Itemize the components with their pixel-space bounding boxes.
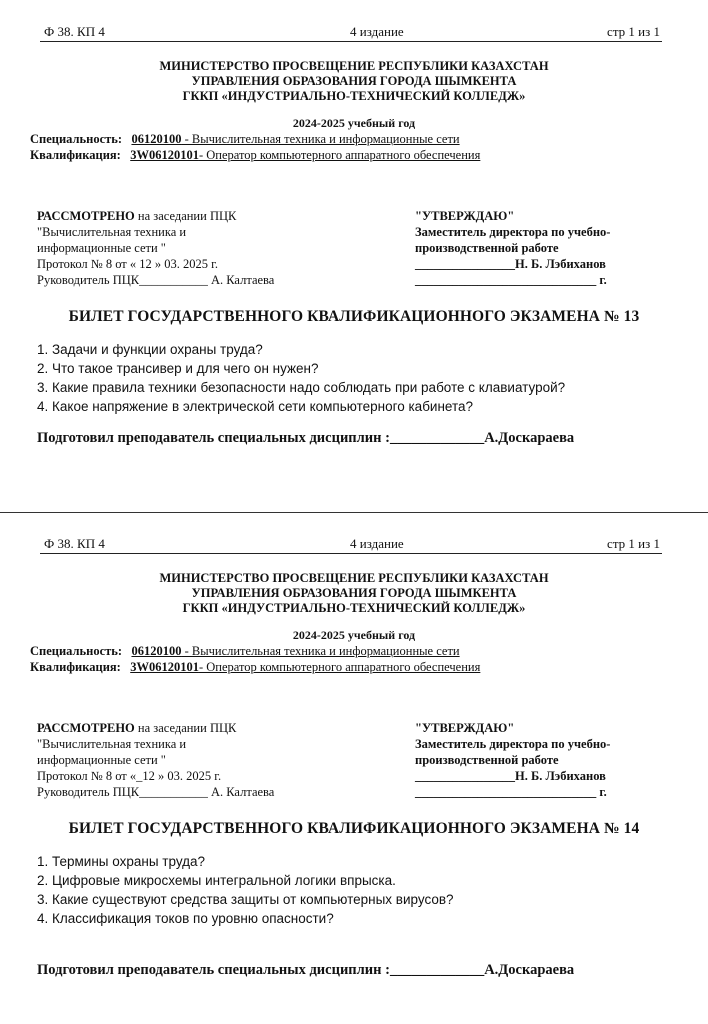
reviewed-heading: РАССМОТРЕНО	[37, 209, 135, 223]
approved-line-3: производственной работе	[415, 753, 559, 767]
prepared-by: Подготовил преподаватель специальных дисциплин :_____________А.Доскараева	[37, 962, 575, 978]
approved-line-2: Заместитель директора по учебно-	[415, 737, 611, 751]
page-number: стр 1 из 1	[607, 536, 660, 551]
director-signature-line: ________________Н. Б. Лэбиханов	[415, 257, 606, 271]
qualification-text: - Оператор компьютерного аппаратного обеспечения	[198, 148, 481, 162]
question-item: 4. Классификация токов по уровню опасности?	[37, 911, 334, 926]
qualification-code: 3W06120101	[130, 660, 199, 674]
reviewed-line-2: "Вычислительная техника и	[37, 737, 187, 751]
reviewed-line-3: информационные сети "	[37, 241, 166, 255]
edition: 4 издание	[350, 536, 404, 551]
head-signature-line: Руководитель ПЦК___________ А. Калтаева	[37, 785, 275, 799]
question-item: 2. Цифровые микросхемы интегральной логики впрыска.	[37, 873, 396, 888]
specialty-row	[30, 132, 460, 147]
approved-line-2: Заместитель директора по учебно-	[415, 225, 611, 239]
ticket-divider	[0, 512, 708, 513]
org-line-1: МИНИСТЕРСТВО ПРОСВЕЩЕНИЕ РЕСПУБЛИКИ КАЗАХСТАН	[159, 59, 549, 73]
question-item: 3. Какие правила техники безопасности надо соблюдать при работе с клавиатурой?	[37, 380, 566, 395]
prepared-by: Подготовил преподаватель специальных дисциплин :_____________А.Доскараева	[37, 430, 575, 446]
doc-header	[40, 535, 662, 554]
protocol-line: Протокол № 8 от «_12 » 03. 2025 г.	[37, 769, 222, 783]
reviewed-line-3: информационные сети "	[37, 753, 166, 767]
head-signature-line: Руководитель ПЦК___________ А. Калтаева	[37, 273, 275, 287]
date-line: _____________________________ г.	[415, 273, 607, 287]
reviewed-line-2: "Вычислительная техника и	[37, 225, 187, 239]
qualification-label: Квалификация:	[30, 660, 121, 674]
reviewed-block	[37, 720, 274, 800]
specialty-label: Специальность:	[30, 132, 123, 146]
org-line-3: ГККП «ИНДУСТРИАЛЬНО-ТЕХНИЧЕСКИЙ КОЛЛЕДЖ»	[182, 601, 526, 615]
qualification-code: 3W06120101	[130, 148, 199, 162]
approved-block	[415, 720, 610, 800]
edition: 4 издание	[350, 24, 404, 39]
specialty-code: 06120100	[131, 644, 182, 658]
qualification-row	[30, 148, 480, 163]
date-line: _____________________________ г.	[415, 785, 607, 799]
reviewed-heading-rest: на заседании ПЦК	[134, 721, 237, 735]
question-item: 4. Какое напряжение в электрической сети компьютерного кабинета?	[37, 399, 474, 414]
question-item: 3. Какие существуют средства защиты от компьютерных вирусов?	[37, 892, 454, 907]
question-item: 1. Термины охраны труда?	[37, 854, 206, 869]
question-item: 2. Что такое трансивер и для чего он нужен?	[37, 361, 319, 376]
specialty-code: 06120100	[131, 132, 182, 146]
qualification-text: - Оператор компьютерного аппаратного обеспечения	[198, 660, 481, 674]
question-list	[37, 340, 565, 416]
ticket-title: БИЛЕТ ГОСУДАРСТВЕННОГО КВАЛИФИКАЦИОННОГО ЭКЗАМЕНА № 13	[68, 308, 640, 325]
specialty-text: - Вычислительная техника и информационные сети	[181, 644, 460, 658]
academic-year: 2024-2025 учебный год	[292, 116, 416, 130]
approved-block	[415, 208, 610, 288]
specialty-row	[30, 644, 460, 659]
org-line-3: ГККП «ИНДУСТРИАЛЬНО-ТЕХНИЧЕСКИЙ КОЛЛЕДЖ»	[182, 89, 526, 103]
ticket-title: БИЛЕТ ГОСУДАРСТВЕННОГО КВАЛИФИКАЦИОННОГО ЭКЗАМЕНА № 14	[68, 820, 640, 837]
org-line-1: МИНИСТЕРСТВО ПРОСВЕЩЕНИЕ РЕСПУБЛИКИ КАЗАХСТАН	[159, 571, 549, 585]
approved-heading: "УТВЕРЖДАЮ"	[415, 721, 515, 735]
question-item: 1. Задачи и функции охраны труда?	[37, 342, 263, 357]
reviewed-block	[37, 208, 274, 288]
question-list	[37, 852, 454, 928]
protocol-line: Протокол № 8 от « 12 » 03. 2025 г.	[37, 257, 218, 271]
qualification-label: Квалификация:	[30, 148, 121, 162]
form-code: Ф 38. КП 4	[44, 24, 105, 39]
reviewed-heading: РАССМОТРЕНО	[37, 721, 135, 735]
page-number: стр 1 из 1	[607, 24, 660, 39]
form-code: Ф 38. КП 4	[44, 536, 105, 551]
director-signature-line: ________________Н. Б. Лэбиханов	[415, 769, 606, 783]
org-line-2: УПРАВЛЕНИЯ ОБРАЗОВАНИЯ ГОРОДА ШЫМКЕНТА	[191, 74, 517, 88]
approved-heading: "УТВЕРЖДАЮ"	[415, 209, 515, 223]
approved-line-3: производственной работе	[415, 241, 559, 255]
specialty-label: Специальность:	[30, 644, 123, 658]
org-line-2: УПРАВЛЕНИЯ ОБРАЗОВАНИЯ ГОРОДА ШЫМКЕНТА	[191, 586, 517, 600]
specialty-text: - Вычислительная техника и информационные сети	[181, 132, 460, 146]
doc-header	[40, 23, 662, 42]
academic-year: 2024-2025 учебный год	[292, 628, 416, 642]
reviewed-heading-rest: на заседании ПЦК	[134, 209, 237, 223]
qualification-row	[30, 660, 480, 675]
